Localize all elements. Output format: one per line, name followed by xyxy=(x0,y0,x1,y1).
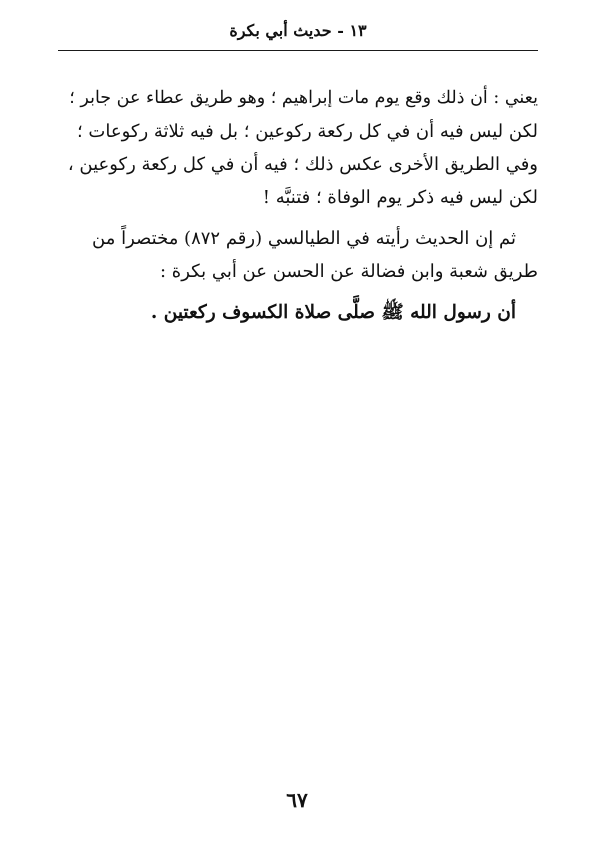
header-divider xyxy=(58,50,538,51)
text-line: لكن ليس فيه ذكر يوم الوفاة ؛ فتنبَّه ! xyxy=(262,187,538,208)
page-body xyxy=(58,82,538,329)
text-line: طريق شعبة وابن فضالة عن الحسن عن أبي بكرة : xyxy=(160,261,538,282)
paragraph-2 xyxy=(58,222,538,288)
page-number: ٦٧ xyxy=(286,788,308,812)
text-line: ثم إن الحديث رأيته في الطيالسي (رقم ٨٧٢) مختصراً من xyxy=(92,228,516,249)
paragraph-spacer xyxy=(58,214,538,222)
hadith-quote: أن رسول الله ﷺ صلَّى صلاة الكسوف ركعتين . xyxy=(150,302,516,323)
text-line: يعني : أن ذلك وقع يوم مات إبراهيم ؛ وهو طريق عطاء عن جابر ؛ xyxy=(69,88,538,108)
running-header xyxy=(58,14,538,54)
text-line: لكن ليس فيه أن في كل ركعة ركوعين ؛ بل فيه ثلاثة ركوعات ؛ xyxy=(76,121,538,142)
chapter-title: ١٣ - حديث أبي بكرة xyxy=(229,21,367,40)
paragraph-1 xyxy=(58,82,538,214)
text-line: وفي الطريق الأخرى عكس ذلك ؛ فيه أن في كل ركعة ركوعين ، xyxy=(67,154,538,175)
